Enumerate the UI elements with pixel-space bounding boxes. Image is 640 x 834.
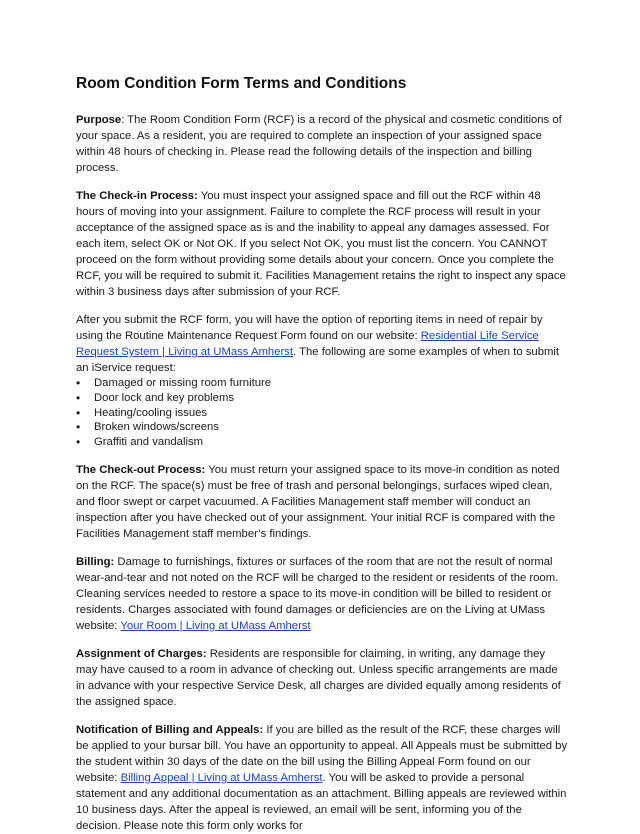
checkin-text: You must inspect your assigned space and fill out the RCF within 48 hours of moving into your assignment. Failure to complete the RCF process will result in your acceptance of the assigned space as is and the inability to appeal any damages assessed. For each item, select OK or Not OK. If you select Not OK, you must list the concern. You CANNOT proceed on the form without providing some details about your concern. Once you complete the RCF, you will be required to submit it. Facilities Management retains the right to inspect any space within 3 business days after submission of your RCF. [76,190,566,298]
list-item: • Heating/cooling issues [76,406,568,421]
billing-paragraph [76,554,568,634]
checkout-paragraph [76,462,568,542]
appeals-text-after: . You will be asked to provide a personal statement and any additional documentation as an attachment. Billing appeals are reviewed within 10 business days. After the appeal is reviewed, an email will be sent, informing you of the decision. Please note this form only works for [76,771,567,832]
service-request-link[interactable]: Residential Life Service Request System | Living at UMass Amherst [76,330,539,358]
checkout-text: You must return your assigned space to its move-in condition as noted on the RCF. The space(s) must be free of trash and personal belongings, surfaces wiped clean, and floor swept or carpet vacuumed. A Facilities Management staff member will conduct an inspection after you have checked out of your assignment. Your initial RCF is compared with the Facilities Management staff member’s findings. [76,463,560,540]
list-item: • Damaged or missing room furniture [76,376,568,391]
assignment-paragraph [76,646,568,710]
appeals-text-before: If you are billed as the result of the RCF, these charges will be applied to your bursar bill. You have an opportunity to appeal. All Appeals must be submitted by the student within 30 days of the date on the bill using the Billing Appeal Form found on our website: [76,723,568,784]
assignment-heading: Assignment of Charges: [76,647,207,660]
billing-heading: Billing: [76,555,115,568]
list-item: • Graffiti and vandalism [76,435,568,450]
billing-text: Damage to furnishings, fixtures or surfaces of the room that are not the result of normal wear-and-tear and not noted on the RCF will be charged to the resident or residents of the room. Cleaning services needed to restore a space to its move-in condition will be billed to resident or residents. Charges associated with found damages or deficiencies are on the Living at UMass website: [76,555,559,632]
repair-paragraph [76,312,568,376]
repair-text-after: . The following are some examples of when to submit an iService request: [76,346,560,374]
purpose-heading: Purpose [76,114,122,126]
page-title: Room Condition Form Terms and Conditions [76,75,407,92]
purpose-text: : The Room Condition Form (RCF) is a record of the physical and cosmetic conditions of your space. As a resident, you are required to complete an inspection of your assigned space within 48 hours of checking in. Please read the following details of the inspection and billing process. [76,114,562,174]
repair-examples-list [76,376,568,450]
appeals-heading: Notification of Billing and Appeals: [76,723,264,736]
repair-text-before: After you submit the RCF form, you will have the option of reporting items in need of repair by using the Routine Maintenance Request Form found on our website: [76,314,543,342]
checkin-heading: The Check-in Process: [76,190,198,202]
list-item: • Door lock and key problems [76,391,568,406]
billing-appeal-link[interactable]: Billing Appeal | Living at UMass Amherst [120,771,323,784]
purpose-paragraph [76,112,568,176]
your-room-link[interactable]: Your Room | Living at UMass Amherst [120,619,311,632]
checkin-paragraph [76,188,568,300]
checkout-heading: The Check-out Process: [76,463,206,476]
assignment-text: Residents are responsible for claiming, in writing, any damage they may have caused to a room in advance of checking out. Unless specific arrangements are made in advance with your respective Service Desk, all charges are divided equally among residents of the assigned space. [76,647,561,708]
list-item: • Broken windows/screens [76,420,568,435]
appeals-paragraph [76,722,568,834]
